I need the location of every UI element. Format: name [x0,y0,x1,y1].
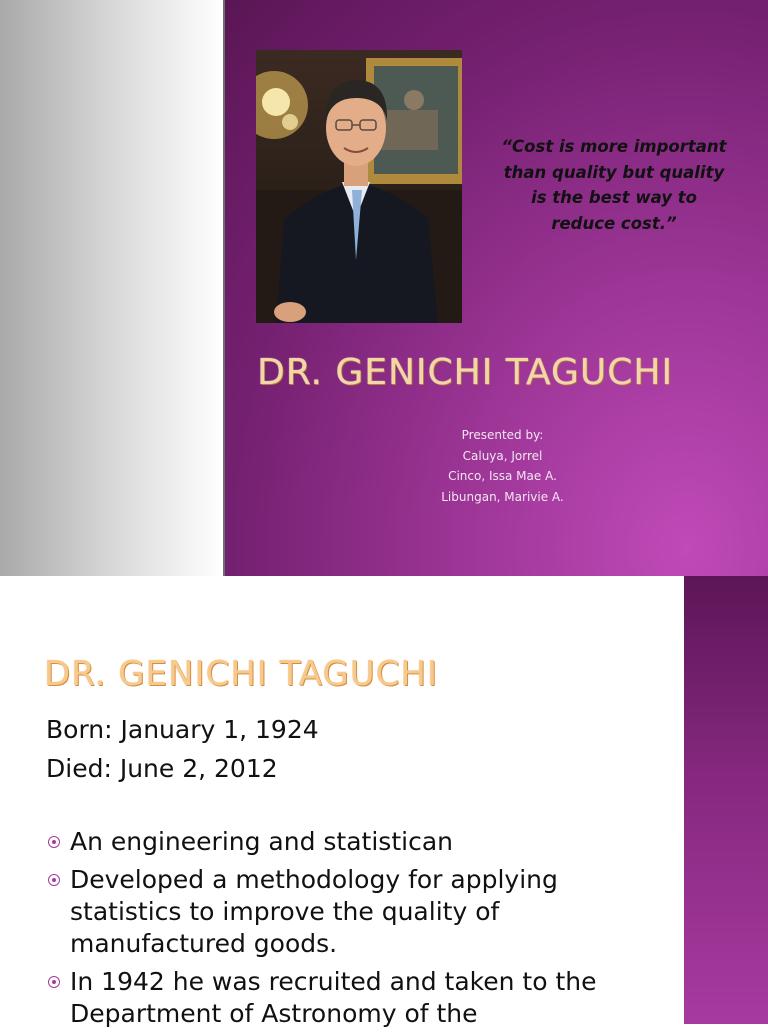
list-item [46,864,676,960]
died-date: Died: June 2, 2012 [46,754,278,783]
gray-side-panel [0,0,223,576]
list-item-text: An engineering and statistican [70,827,453,856]
bullet-list [46,826,676,1036]
presenter-name: Cinco, Issa Mae A. [448,469,557,483]
list-item [46,826,676,858]
presenter-name: Libungan, Marivie A. [441,489,564,504]
presented-by-label: Presented by: [461,428,544,442]
portrait-photo [256,50,462,323]
list-item-text: In 1942 he was recruited and taken to the Department of Astronomy of the [70,967,597,1028]
list-item [46,966,676,1030]
life-dates [46,710,319,788]
presenter-name: Caluya, Jorrel [462,448,543,463]
list-item-text: Developed a methodology for applying statistics to improve the quality of manufactured goods. [70,865,558,958]
circle-bullet-icon [48,976,60,988]
content-slide [0,576,768,1028]
born-date: Born: January 1, 1924 [46,715,319,744]
quote-text: “Cost is more important than quality but quality is the best way to reduce cost.” [501,137,727,233]
circle-bullet-icon [48,836,60,848]
presenters-list [400,425,605,507]
slide-title: DR. GENICHI TAGUCHI [257,352,674,393]
circle-bullet-icon [48,874,60,886]
slide-title: DR. GENICHI TAGUCHI [44,654,438,694]
purple-side-bar [684,576,768,1024]
